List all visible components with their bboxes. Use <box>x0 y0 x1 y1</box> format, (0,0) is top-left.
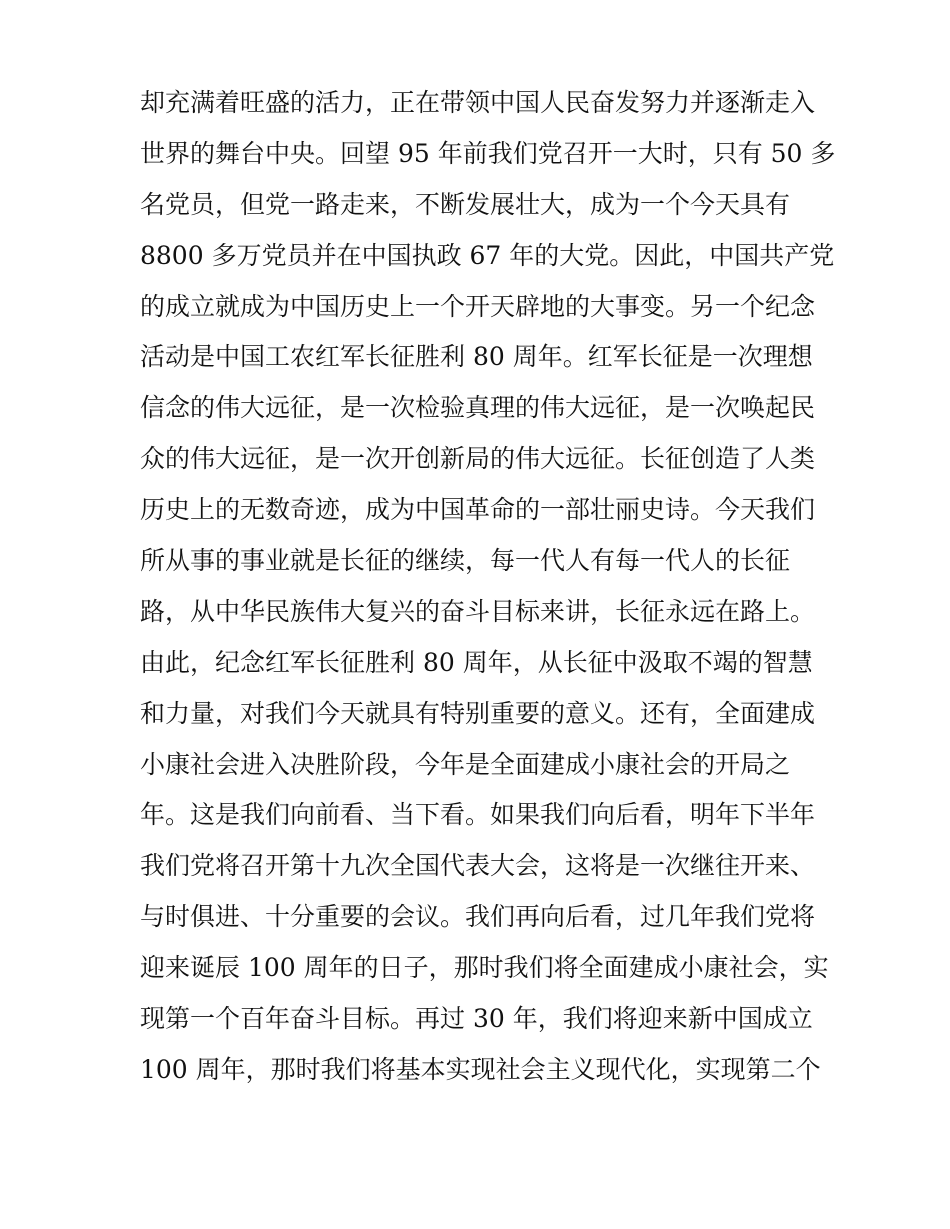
text-line: 的成立就成为中国历史上一个开天辟地的大事变。另一个纪念 <box>140 291 816 321</box>
text-line: 路，从中华民族伟大复兴的奋斗目标来讲，长征永远在路上。 <box>140 596 816 626</box>
text-line: 却充满着旺盛的活力，正在带领中国人民奋发努力并逐渐走入 <box>140 88 816 117</box>
text-line: 和力量，对我们今天就具有特别重要的意义。还有，全面建成 <box>140 698 816 728</box>
text-line: 历史上的无数奇迹，成为中国革命的一部壮丽史诗。今天我们 <box>140 495 816 525</box>
text-line: 我们党将召开第十九次全国代表大会，这将是一次继往开来、 <box>140 851 816 881</box>
text-line: 众的伟大远征，是一次开创新局的伟大远征。长征创造了人类 <box>140 444 816 474</box>
text-line: 世界的舞台中央。回望 95 年前我们党召开一大时，只有 50 多 <box>140 138 836 168</box>
body-text <box>140 78 836 1096</box>
text-line: 小康社会进入决胜阶段，今年是全面建成小康社会的开局之 <box>140 749 791 779</box>
text-line: 8800 多万党员并在中国执政 67 年的大党。因此，中国共产党 <box>140 240 835 270</box>
text-line: 现第一个百年奋斗目标。再过 30 年，我们将迎来新中国成立 <box>140 1004 813 1034</box>
text-line: 年。这是我们向前看、当下看。如果我们向后看，明年下半年 <box>140 800 816 830</box>
text-line: 活动是中国工农红军长征胜利 80 周年。红军长征是一次理想 <box>140 342 813 372</box>
text-line: 所从事的事业就是长征的继续，每一代人有每一代人的长征 <box>140 546 791 576</box>
text-line: 迎来诞辰 100 周年的日子，那时我们将全面建成小康社会，实 <box>140 953 829 983</box>
text-line: 名党员，但党一路走来，不断发展壮大，成为一个今天具有 <box>140 189 791 219</box>
text-line: 信念的伟大远征，是一次检验真理的伟大远征，是一次唤起民 <box>140 393 816 423</box>
text-line: 100 周年，那时我们将基本实现社会主义现代化，实现第二个 <box>140 1054 821 1084</box>
text-line: 与时俱进、十分重要的会议。我们再向后看，过几年我们党将 <box>140 902 816 932</box>
text-line: 由此，纪念红军长征胜利 80 周年，从长征中汲取不竭的智慧 <box>140 647 813 677</box>
